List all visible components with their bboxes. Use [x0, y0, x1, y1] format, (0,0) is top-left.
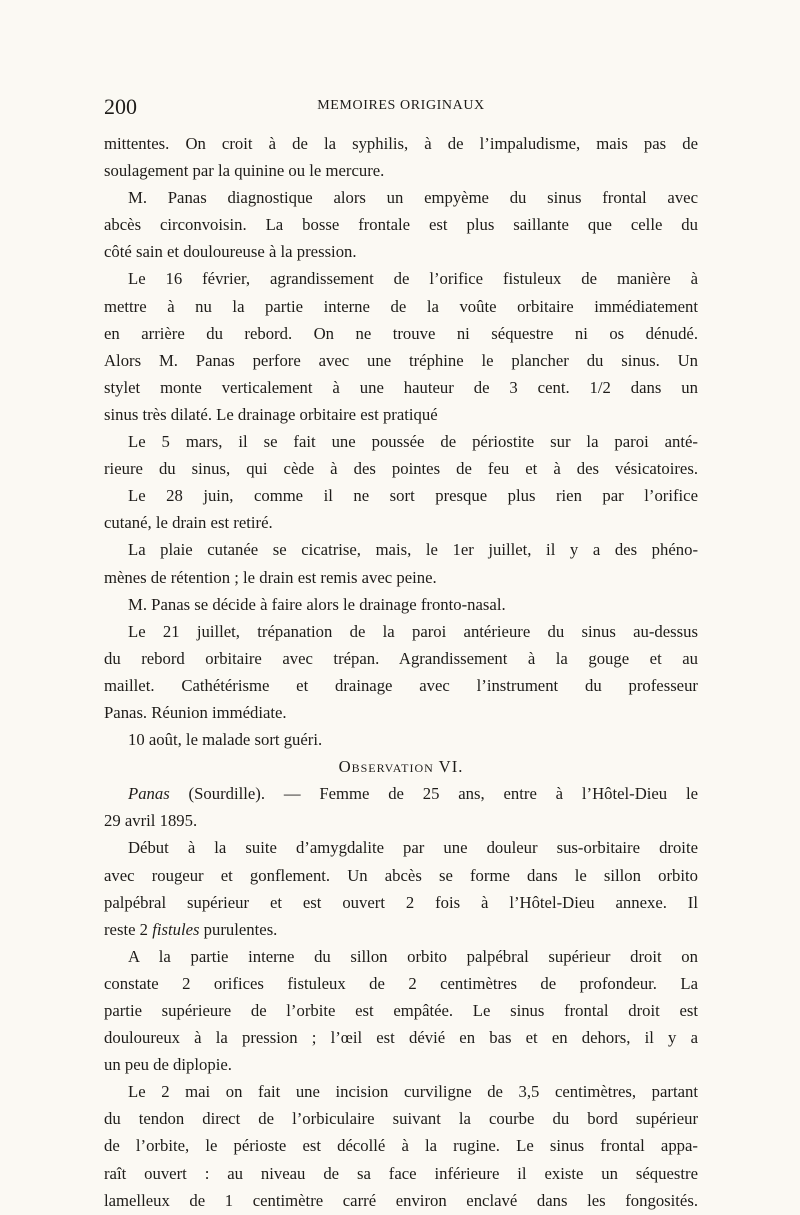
- text-line: cutané, le drain est retiré.: [104, 513, 273, 533]
- running-head: MEMOIRES ORIGINAUX: [317, 98, 485, 113]
- text-line: de l’orbite, le périoste est décollé à la rugine. Le sinus frontal appa-: [104, 1136, 698, 1156]
- text-line: La plaie cutanée se cicatrise, mais, le 1er juillet, il y a des phéno-: [128, 540, 698, 560]
- text-line: mittentes. On croit à de la syphilis, à de l’impaludisme, mais pas de: [104, 134, 698, 153]
- text-line: maillet. Cathétérisme et drainage avec l’instrument du professeur: [104, 675, 698, 695]
- text-line: avec rougeur et gonflement. Un abcès se forme dans le sillon orbito: [104, 865, 698, 885]
- text-line: Le 2 mai on fait une incision curviligne de 3,5 centimètres, partant: [128, 1082, 698, 1102]
- text-line: du rebord orbitaire avec trépan. Agrandissement à la gouge et au: [104, 648, 698, 668]
- text-line: M. Panas diagnostique alors un empyème du sinus frontal avec: [128, 188, 698, 208]
- text-line: en arrière du rebord. On ne trouve ni séquestre ni os dénudé.: [104, 323, 698, 343]
- text-line: M. Panas se décide à faire alors le drainage fronto-nasal.: [128, 594, 506, 614]
- text-line: Le 5 mars, il se fait une poussée de périostite sur la paroi anté-: [128, 432, 698, 452]
- text-line: lamelleux de 1 centimètre carré environ enclavé dans les fongosités.: [104, 1190, 698, 1210]
- text-line: raît ouvert : au niveau de sa face inférieure il existe un séquestre: [104, 1163, 698, 1183]
- text-line: Panas. Réunion immédiate.: [104, 702, 287, 722]
- text-line: Alors M. Panas perfore avec une tréphine le plancher du sinus. Un: [104, 350, 698, 370]
- page-number: 200: [104, 94, 137, 119]
- text-line: sinus très dilaté. Le drainage orbitaire est pratiqué: [104, 404, 438, 424]
- text-line: mènes de rétention ; le drain est remis avec peine.: [104, 567, 437, 587]
- text-span: (Sourdille). — Femme de 25 ans, entre à l’Hôtel-Dieu le: [188, 784, 698, 804]
- text-line: douloureux à la pression ; l’œil est dévié en bas et en dehors, il y a: [104, 1028, 698, 1048]
- text-line: A la partie interne du sillon orbito palpébral supérieur droit on: [128, 946, 698, 966]
- text-line: [104, 916, 698, 943]
- text-line: du tendon direct de l’orbiculaire suivant la courbe du bord supérieur: [104, 1109, 698, 1129]
- text-span: purulentes.: [203, 919, 278, 939]
- text-line: Début à la suite d’amygdalite par une douleur sus-orbitaire droite: [128, 838, 698, 858]
- text-line: soulagement par la quinine ou le mercure.: [104, 161, 385, 181]
- text-line: Le 16 février, agrandissement de l’orifice fistuleux de manière à: [128, 269, 698, 289]
- section-heading: Observation VI.: [338, 757, 464, 777]
- text-line: [104, 780, 698, 807]
- text-line: constate 2 orifices fistuleux de 2 centimètres de profondeur. La: [104, 973, 698, 993]
- text-line: Le 28 juin, comme il ne sort presque plus rien par l’orifice: [128, 486, 698, 506]
- author-name: Panas: [128, 784, 170, 804]
- text-span: reste 2: [104, 919, 149, 939]
- page-header: [104, 94, 698, 124]
- text-line: rieure du sinus, qui cède à des pointes de feu et à des vésicatoires.: [104, 459, 698, 479]
- text-line: Le 21 juillet, trépanation de la paroi antérieure du sinus au-dessus: [128, 621, 698, 641]
- text-line: 10 août, le malade sort guéri.: [128, 730, 323, 750]
- text-line: abcès circonvoisin. La bosse frontale est plus saillante que celle du: [104, 215, 698, 235]
- text-line: stylet monte verticalement à une hauteur de 3 cent. 1/2 dans un: [104, 377, 698, 397]
- body-text: [104, 130, 698, 1214]
- italic-word: fistules: [152, 919, 200, 939]
- text-line: partie supérieure de l’orbite est empâtée. Le sinus frontal droit est: [104, 1001, 698, 1020]
- text-line: un peu de diplopie.: [104, 1055, 232, 1075]
- text-line: côté sain et douloureuse à la pression.: [104, 242, 357, 262]
- text-line: palpébral supérieur et est ouvert 2 fois à l’Hôtel-Dieu annexe. Il: [104, 892, 698, 912]
- text-line: mettre à nu la partie interne de la voûte orbitaire immédiatement: [104, 296, 698, 316]
- text-line: 29 avril 1895.: [104, 811, 198, 831]
